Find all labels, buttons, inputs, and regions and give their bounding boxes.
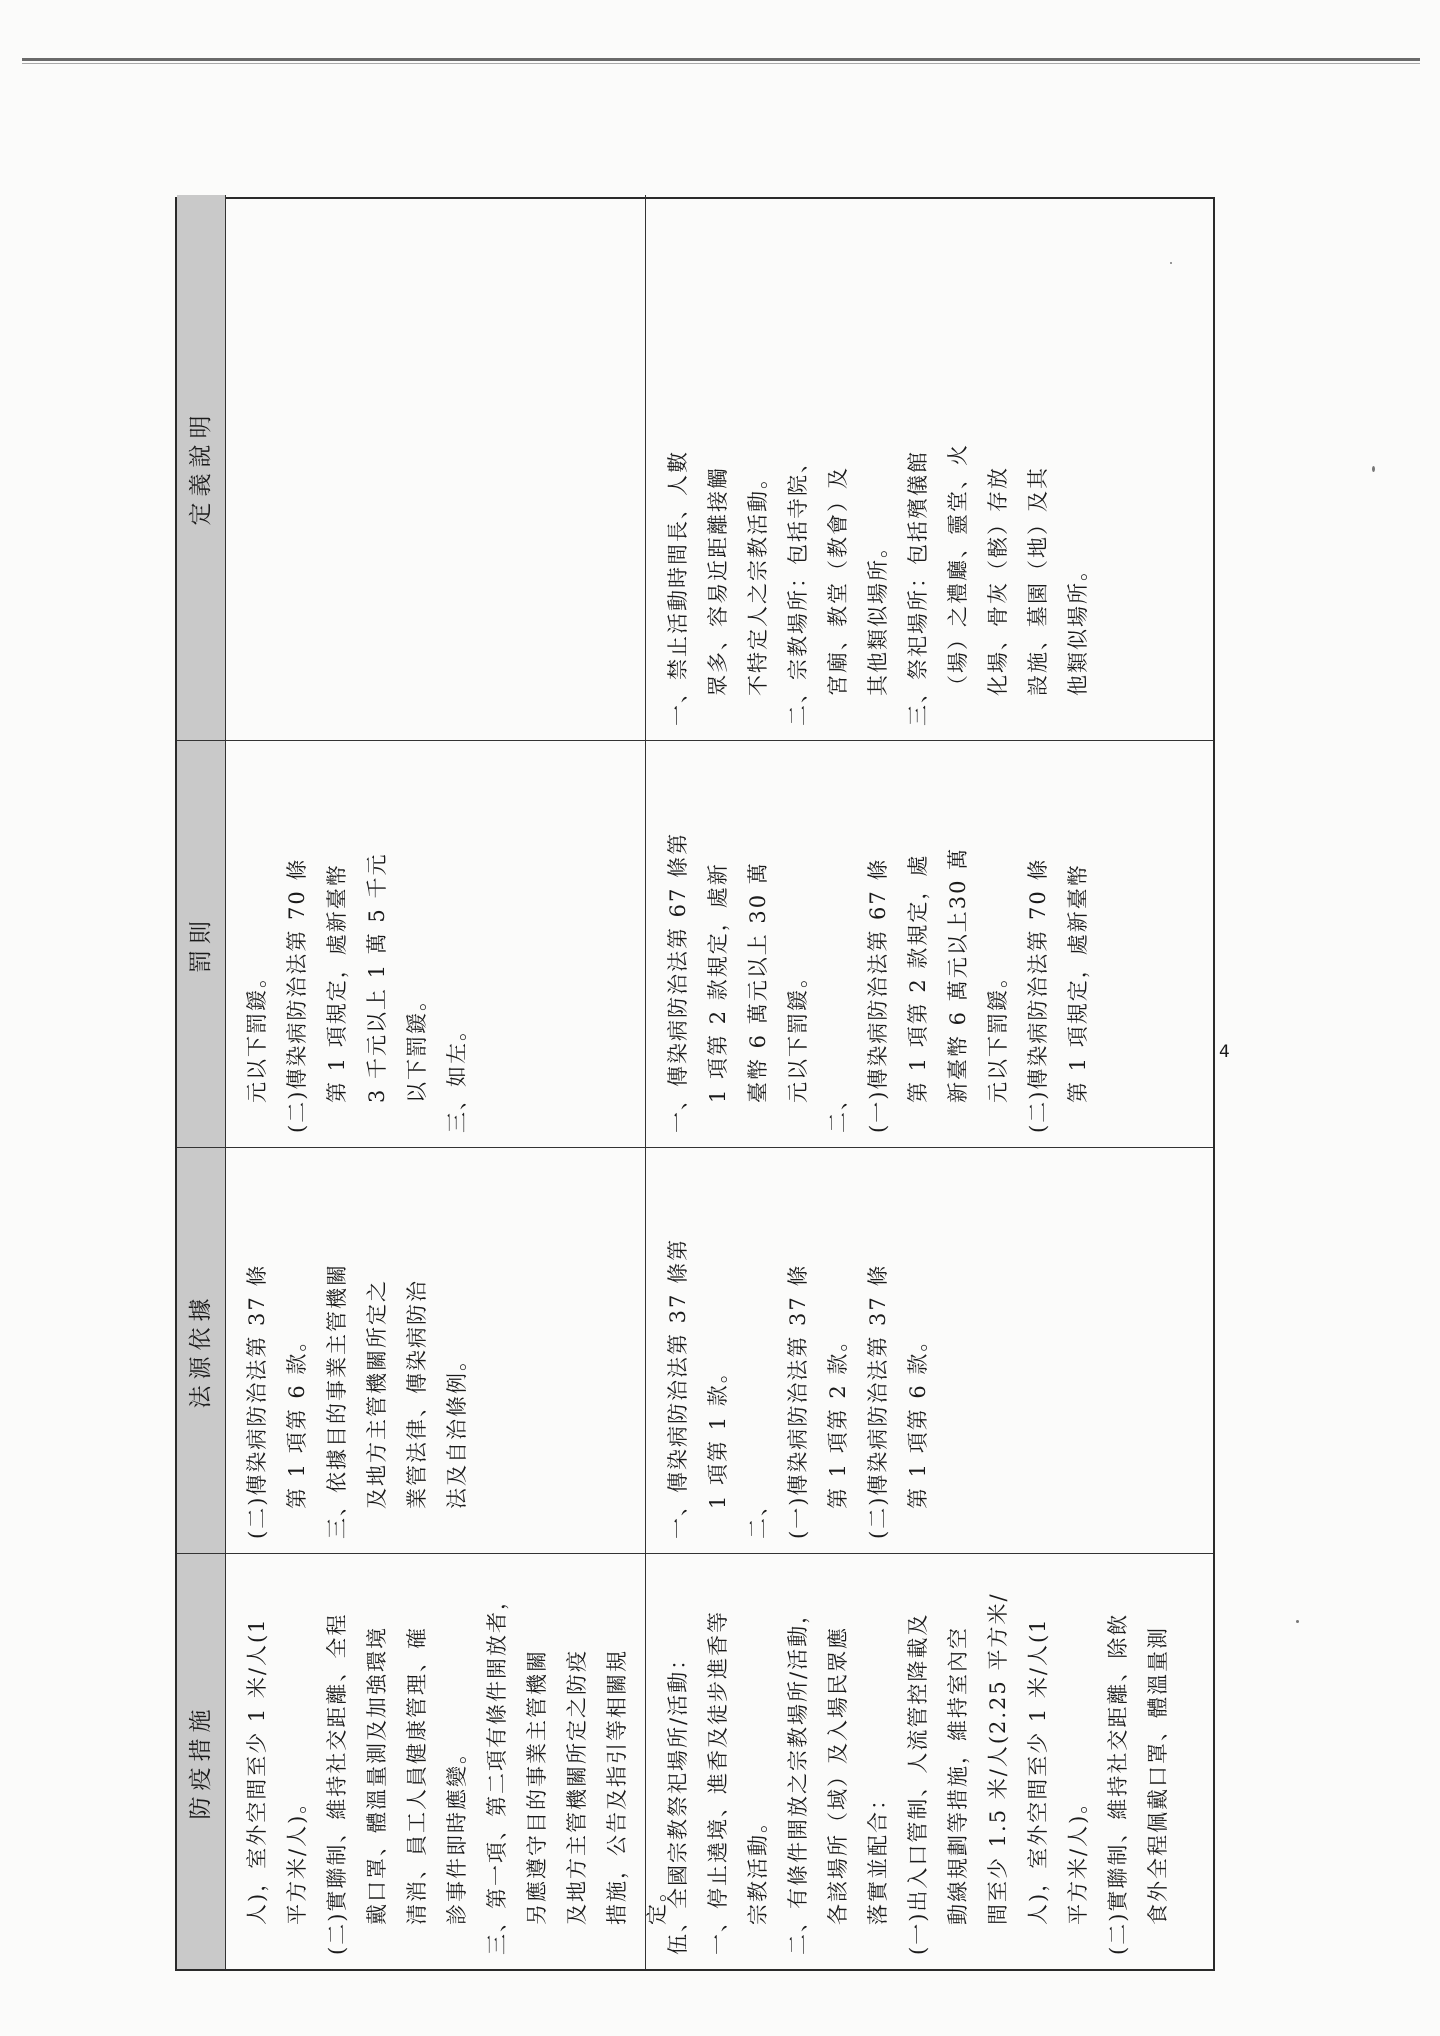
cell-text-line: 平方米/人)。	[285, 1790, 309, 1925]
cell-text-line: 及地方主管機關所定之防疫	[565, 1649, 589, 1925]
cell-text-line: 二、	[826, 1087, 850, 1133]
cell-text-line: 一、禁止活動時間長、人數	[666, 450, 690, 726]
table-header	[177, 195, 226, 1969]
header-definition: 定義說明	[188, 409, 214, 526]
cell-text-line: 三、祭祀場所：包括殯儀館	[906, 450, 930, 726]
cell-legal-basis	[646, 1147, 1213, 1553]
cell-text-line: 動線規劃等措施，維持室內空	[946, 1626, 970, 1925]
scan-speck	[1296, 1620, 1299, 1623]
cell-penalty	[225, 740, 645, 1147]
cell-definition	[646, 195, 1213, 740]
header-penalty: 罰則	[177, 740, 225, 1147]
cell-text-line: 平方米/人)。	[1066, 1790, 1090, 1925]
cell-text-line: 新臺幣 6 萬元以上30 萬	[946, 846, 970, 1103]
cell-text-line: 三、第一項、第二項有條件開放者，	[485, 1587, 509, 1955]
scan-speck	[1170, 262, 1172, 264]
table-row-2	[646, 195, 1213, 1969]
cell-text-line: 設施、墓園（地）及其	[1026, 466, 1050, 696]
cell-measures	[225, 1553, 669, 1969]
table-row-1	[225, 195, 669, 1969]
cell-text-line: 其他類似場所。	[866, 535, 890, 696]
page-number: 4	[1219, 1042, 1230, 1062]
cell-text-line: （場）之禮廳、靈堂、火	[946, 443, 970, 696]
cell-text-line: 三、如左。	[445, 1018, 469, 1133]
cell-text-line: 第 1 項規定，處新臺幣	[1066, 863, 1090, 1103]
cell-text-line: 另應遵守目的事業主管機關	[525, 1649, 549, 1925]
cell-text-line: 他類似場所。	[1066, 558, 1090, 696]
cell-text-line: (二)傳染病防治法第 37 條	[866, 1263, 890, 1539]
cell-text-line: 定。	[645, 1879, 669, 1925]
cell-text-line: 第 1 項規定，處新臺幣	[325, 863, 349, 1103]
cell-text-line: (二)傳染病防治法第 37 條	[245, 1263, 269, 1539]
cell-text-line: 第 1 項第 6 款。	[906, 1328, 930, 1509]
cell-text-line: 業管法律、傳染病防治	[405, 1279, 429, 1509]
cell-text-line: 診事件即時應變。	[445, 1741, 469, 1925]
cell-text-line: 間至少 1.5 米/人(2.25 平方米/	[986, 1592, 1010, 1925]
cell-text-line: (一)傳染病防治法第 67 條	[866, 857, 890, 1133]
cell-text-line: 及地方主管機關所定之	[365, 1279, 389, 1509]
top-rule	[22, 58, 1420, 61]
cell-text-line: 宮廟、教堂（教會）及	[826, 466, 850, 696]
cell-text-line: 落實並配合：	[866, 1787, 890, 1925]
cell-text-line: (二)實聯制、維持社交距離、除飲	[1106, 1612, 1130, 1955]
cell-text-line: 一、停止遶境、進香及徒步進香等	[706, 1610, 730, 1955]
cell-text-line: 各該場所（域）及入場民眾應	[826, 1626, 850, 1925]
cell-text-line: 三、依據目的事業主管機關	[325, 1263, 349, 1539]
cell-text-line: 不特定人之宗教活動。	[746, 466, 770, 696]
cell-text-line: 第 1 項第 6 款。	[285, 1328, 309, 1509]
cell-text-line: 元以下罰鍰。	[986, 965, 1010, 1103]
cell-text-line: 以下罰鍰。	[405, 988, 429, 1103]
cell-text-line: 人)，室外空間至少 1 米/人(1	[245, 1617, 269, 1925]
cell-text-line: 1 項第 1 款。	[706, 1360, 730, 1509]
cell-text-line: 一、傳染病防治法第 67 條第	[666, 831, 690, 1133]
cell-text-line: 元以下罰鍰。	[786, 965, 810, 1103]
cell-text-line: 元以下罰鍰。	[245, 965, 269, 1103]
cell-definition	[225, 195, 645, 740]
cell-text-line: 伍、全國宗教祭祀場所/活動：	[666, 1646, 690, 1955]
cell-text-line: (一)傳染病防治法第 37 條	[786, 1263, 810, 1539]
cell-legal-basis	[225, 1147, 645, 1553]
header-legal-basis: 法源依據	[177, 1147, 225, 1553]
cell-text-line: 臺幣 6 萬元以上 30 萬	[746, 861, 770, 1103]
cell-text-line: 二、	[746, 1493, 770, 1539]
cell-measures	[646, 1553, 1213, 1969]
cell-text-line: 法及自治條例。	[445, 1348, 469, 1509]
cell-text-line: (二)傳染病防治法第 70 條	[1026, 857, 1050, 1133]
cell-text-line: (二)傳染病防治法第 70 條	[285, 857, 309, 1133]
cell-text-line: 二、有條件開放之宗教場所/活動，	[786, 1600, 810, 1955]
header-measures: 防疫措施	[177, 1553, 225, 1969]
cell-text-line: 宗教活動。	[746, 1810, 770, 1925]
cell-text-line: 眾多、容易近距離接觸	[706, 466, 730, 696]
cell-text-line: 清消、員工人員健康管理、確	[405, 1626, 429, 1925]
cell-text-line: (一)出入口管制、人流管控降載及	[906, 1612, 930, 1955]
cell-text-line: 3 千元以上 1 萬 5 千元	[365, 852, 389, 1103]
cell-text-line: (二)實聯制、維持社交距離、全程	[325, 1612, 349, 1955]
cell-text-line: 措施，公告及指引等相關規	[605, 1649, 629, 1925]
cell-text-line: 食外全程佩戴口罩、體溫量測	[1146, 1626, 1170, 1925]
cell-text-line: 人)，室外空間至少 1 米/人(1	[1026, 1617, 1050, 1925]
scan-speck	[1372, 466, 1375, 472]
cell-text-line: 1 項第 2 款規定，處新	[706, 862, 730, 1103]
rotated-table	[175, 197, 1215, 1971]
cell-text-line: 一、傳染病防治法第 37 條第	[666, 1237, 690, 1539]
cell-text-line: 戴口罩、體溫量測及加強環境	[365, 1626, 389, 1925]
cell-text-line: 第 1 項第 2 款規定，處	[906, 853, 930, 1103]
top-rule-thin	[22, 63, 1420, 64]
cell-penalty	[646, 740, 1213, 1147]
cell-text-line: 二、宗教場所：包括寺院、	[786, 450, 810, 726]
cell-text-line: 化場、骨灰（骸）存放	[986, 466, 1010, 696]
cell-text-line: 第 1 項第 2 款。	[826, 1328, 850, 1509]
